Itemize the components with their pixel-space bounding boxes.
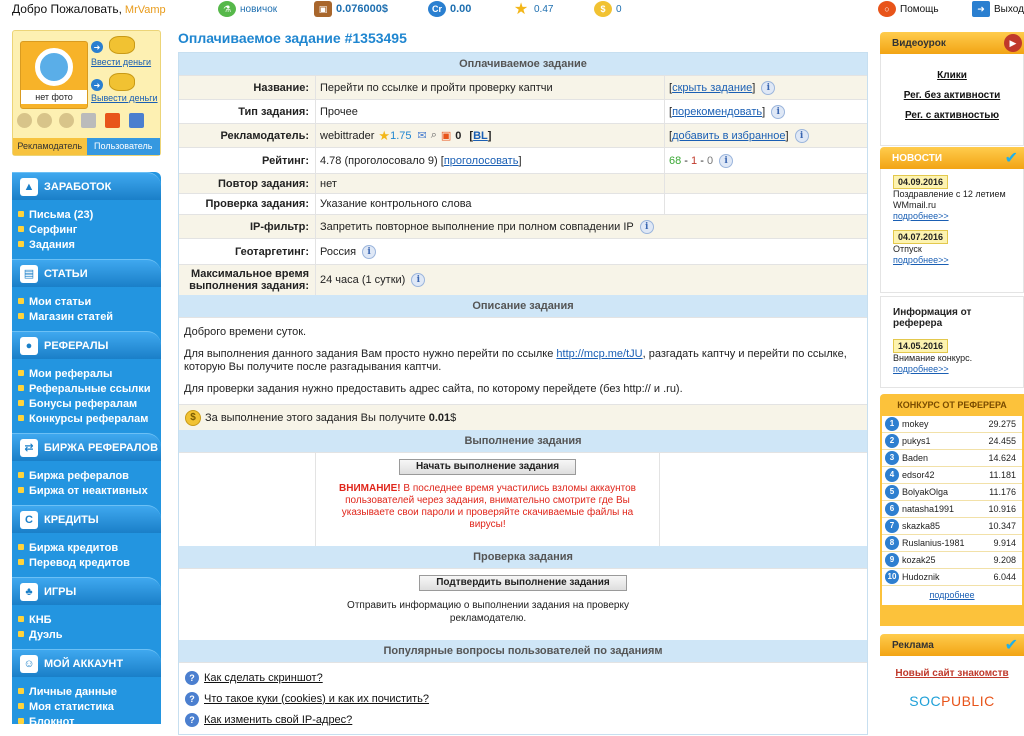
task-url-link[interactable]: http://mcp.me/tJU — [556, 348, 643, 360]
coins-stack-icon — [109, 73, 135, 91]
avatar[interactable] — [20, 41, 88, 109]
news-header: НОВОСТИ ✔ — [880, 147, 1024, 169]
blacklist-link[interactable]: BL — [473, 129, 488, 142]
menu-item-ref-contests[interactable]: Конкурсы рефералам — [18, 412, 161, 427]
favorite-link[interactable]: добавить в избранное — [672, 129, 786, 142]
bag-icon[interactable] — [37, 113, 52, 128]
star-icon: ★ — [378, 127, 391, 143]
menu-item-surfing[interactable]: Серфинг — [18, 223, 161, 238]
faq-item[interactable]: ? Как сделать скриншот? — [185, 667, 861, 688]
contest-row: 7 skazka85 10.347 — [882, 518, 1022, 535]
checkmark-icon: ✔ — [1004, 150, 1018, 167]
menu-item-my-referrals[interactable]: Мои рефералы — [18, 367, 161, 382]
info-icon[interactable]: i — [640, 220, 654, 234]
menu-item-my-articles[interactable]: Мои статьи — [18, 295, 161, 310]
menu-item-my-stats[interactable]: Моя статистика — [18, 700, 161, 715]
menu-head-credits[interactable]: C КРЕДИТЫ — [12, 505, 161, 533]
menu-section — [12, 331, 161, 433]
menu-item-article-shop[interactable]: Магазин статей — [18, 310, 161, 325]
info-icon[interactable]: i — [771, 105, 785, 119]
pen-icon[interactable] — [81, 113, 96, 128]
faq-header: Популярные вопросы пользователей по заданиям — [179, 640, 867, 662]
faq-item[interactable]: ? Как изменить свой IP-адрес? — [185, 709, 861, 730]
task-row-time: Максимальное время выполнения задания: 24 часа (1 сутки) i — [179, 264, 867, 295]
balance-item[interactable]: ▣ 0.076000$ — [314, 0, 388, 18]
sidebar-menu — [12, 172, 161, 728]
task-description: Доброго времени суток. Для выполнения данного задания Вам просто нужно перейти по ссылке http://mcp.me/tJU, разгадать каптчу и перейти по ссылке, которую Вы получите после разгадывания каптчи. Для проверки задания нужно предоставить адрес сайта, по которому перейдете (без http:// и .ru). — [179, 317, 867, 404]
checkmark-icon: ✔ — [1004, 637, 1018, 654]
menu-section — [12, 172, 161, 259]
exchange-icon: ⇄ — [20, 439, 38, 457]
news-item: 04.07.2016 Отпуск подробнее>> — [893, 232, 949, 265]
exit-icon: ➜ — [972, 1, 990, 17]
task-row-type: Тип задания: Прочее [ порекомендовать ] i — [179, 99, 867, 123]
info-icon[interactable]: i — [411, 273, 425, 287]
question-icon: ? — [185, 692, 199, 706]
role-tabs — [13, 138, 160, 155]
menu-item-inactive-exchange[interactable]: Биржа от неактивных — [18, 484, 161, 499]
search-icon[interactable]: ⌕ — [430, 129, 437, 141]
menu-item-ref-bonuses[interactable]: Бонусы рефералам — [18, 397, 161, 412]
arrow-right-icon: ➜ — [91, 41, 103, 53]
rating-item[interactable]: ★ 0.47 — [513, 1, 554, 18]
task-row-ip: IP-фильтр: Запретить повторное выполнение при полном совпадении IP i — [179, 214, 867, 238]
menu-item-credit-exchange[interactable]: Биржа кредитов — [18, 541, 161, 556]
video-link-reg-no-activity[interactable]: Рег. без активности — [903, 90, 1001, 101]
info-icon[interactable]: i — [795, 129, 809, 143]
menu-item-notebook[interactable]: Блокнот — [18, 715, 161, 730]
video-header: Видеоурок ▶ — [880, 32, 1024, 54]
start-task-button[interactable]: Начать выполнение задания — [399, 459, 576, 475]
security-warning: ВНИМАНИЕ! В последнее время участились взломы аккаунтов пользователей через задания, внимательно смотрите где Вы указываете свои пароли и проверяйте скачиваемые файлы на вирусы! — [339, 483, 636, 530]
menu-head-exchange[interactable]: ⇄ БИРЖА РЕФЕРАЛОВ — [12, 433, 161, 461]
news-item: 04.09.2016 Поздравление с 12 летием WMmail.ru подробнее>> — [893, 177, 1006, 221]
socpublic-logo[interactable]: SOCPUBLIC — [909, 693, 995, 709]
help-link[interactable]: ○ Помощь — [878, 0, 939, 18]
gift-icon[interactable] — [105, 113, 120, 128]
referrer-item: 14.05.2016 Внимание конкурс. подробнее>> — [893, 341, 973, 374]
advertiser-name[interactable]: webittrader — [320, 129, 375, 142]
verification-header: Проверка задания — [179, 546, 867, 568]
games-icon: ♣ — [20, 583, 38, 601]
account-icon: ☺ — [20, 655, 38, 673]
page-title: Оплачиваемое задание #1353495 — [178, 30, 407, 46]
task-row-rating: Рейтинг: 4.78 (проголосовало 9) [ проголосовать ] 68 - 1 - 0 i — [179, 147, 867, 173]
section-header: Оплачиваемое задание — [179, 53, 867, 75]
withdraw-link[interactable]: Вывести деньги — [91, 93, 158, 103]
profile-panel — [12, 30, 161, 156]
coins-item[interactable]: $ 0 — [594, 0, 622, 18]
description-header: Описание задания — [179, 295, 867, 317]
arrow-left-icon: ➜ — [91, 79, 103, 91]
ad-header: Реклама ✔ — [880, 634, 1024, 656]
recommend-link[interactable]: порекомендовать — [672, 105, 763, 118]
vote-link[interactable]: проголосовать — [443, 154, 519, 167]
task-row-repeat: Повтор задания: нет — [179, 173, 867, 193]
earn-icon: ▲ — [20, 178, 38, 196]
info-icon[interactable]: i — [719, 154, 733, 168]
flask-icon: ⚗ — [218, 1, 236, 17]
contest-row: 6 natasha1991 10.916 — [882, 501, 1022, 518]
referrer-contest-panel — [880, 394, 1024, 626]
referrer-title: Информация от реферера — [893, 307, 972, 329]
contest-row: 2 pukys1 24.455 — [882, 433, 1022, 450]
contest-row: 5 BolyakOlga 11.176 — [882, 484, 1022, 501]
contest-row: 4 edsor42 11.181 — [882, 467, 1022, 484]
username[interactable]: MrVamp — [124, 4, 166, 16]
contest-title: КОНКУРС ОТ РЕФЕРЕРА — [897, 400, 1007, 410]
menu-item-rps[interactable]: КНБ — [18, 613, 161, 628]
referrer-more-link[interactable]: подробнее>> — [893, 364, 949, 374]
coins-stack-icon — [109, 36, 135, 54]
contest-row: 10 Hudoznik 6.044 — [882, 569, 1022, 586]
contest-row: 9 kozak25 9.208 — [882, 552, 1022, 569]
question-icon: ? — [185, 713, 199, 727]
articles-icon: ▤ — [20, 265, 38, 283]
task-row-check: Проверка задания: Указание контрольного слова — [179, 193, 867, 214]
credits-icon: Cr — [428, 1, 446, 17]
no-photo-label: нет фото — [21, 90, 87, 104]
bag-icon[interactable] — [59, 113, 74, 128]
credits-item[interactable]: Cr 0.00 — [428, 0, 471, 18]
menu-item-duel[interactable]: Дуэль — [18, 628, 161, 643]
contest-row: 1 mokey 29.275 — [882, 416, 1022, 433]
menu-section — [12, 577, 161, 649]
news-more-link[interactable]: подробнее>> — [893, 255, 949, 265]
main-content — [178, 30, 868, 735]
task-row-name: Название: Перейти по ссылке и пройти проверку каптчи [ скрыть задание ] i — [179, 75, 867, 99]
bag-icon[interactable] — [17, 113, 32, 128]
hide-task-link[interactable]: скрыть задание — [672, 81, 753, 94]
chart-icon[interactable] — [129, 113, 144, 128]
deposit-link[interactable]: Ввести деньги — [91, 57, 152, 67]
contest-more-link[interactable]: подробнее — [929, 590, 975, 600]
star-icon: ★ — [513, 1, 529, 18]
contest-row: 3 Baden 14.624 — [882, 450, 1022, 467]
faq-list — [179, 662, 867, 734]
menu-section — [12, 259, 161, 331]
task-name: Перейти по ссылке и пройти проверку каптчи — [316, 76, 665, 99]
menu-item-ref-exchange[interactable]: Биржа рефералов — [18, 469, 161, 484]
credits-icon: C — [20, 511, 38, 529]
status-item[interactable]: ⚗ новичок — [218, 0, 277, 18]
referrals-icon: ● — [20, 337, 38, 355]
play-icon[interactable]: ▶ — [1004, 34, 1022, 52]
menu-head-games[interactable]: ♣ ИГРЫ — [12, 577, 161, 605]
welcome-text: Добро Пожаловать, MrVamp — [12, 2, 166, 16]
execution-header: Выполнение задания — [179, 430, 867, 452]
tab-user[interactable]: Пользователь — [87, 138, 161, 155]
ad-panel — [880, 634, 1024, 724]
menu-head-articles[interactable]: ▤ СТАТЬИ — [12, 259, 161, 287]
info-icon[interactable]: i — [362, 245, 376, 259]
video-link-clicks[interactable]: Клики — [937, 70, 967, 81]
menu-head-referrals[interactable]: ● РЕФЕРАЛЫ — [12, 331, 161, 359]
news-more-link[interactable]: подробнее>> — [893, 211, 949, 221]
task-box — [178, 52, 868, 735]
contest-list — [882, 416, 1022, 605]
menu-item-letters[interactable]: Письма (23) — [18, 208, 161, 223]
avatar-placeholder-icon — [35, 48, 73, 86]
execution-area — [179, 452, 867, 546]
info-icon[interactable]: i — [761, 81, 775, 95]
menu-section — [12, 505, 161, 577]
menu-item-personal-data[interactable]: Личные данные — [18, 685, 161, 700]
mail-icon[interactable]: ✉ — [417, 130, 427, 142]
confirm-task-button[interactable]: Подтвердить выполнение задания — [419, 575, 627, 591]
coins-icon: $ — [594, 1, 612, 17]
coin-icon: $ — [185, 410, 201, 426]
menu-item-ref-links[interactable]: Реферальные ссылки — [18, 382, 161, 397]
contest-row: 8 Ruslanius-1981 9.914 — [882, 535, 1022, 552]
menu-head-earn[interactable]: ▲ ЗАРАБОТОК — [12, 172, 161, 200]
menu-item-tasks[interactable]: Задания — [18, 238, 161, 253]
menu-item-credit-transfer[interactable]: Перевод кредитов — [18, 556, 161, 571]
menu-section — [12, 433, 161, 505]
tab-advertiser[interactable]: Рекламодатель — [13, 138, 87, 155]
task-row-geo: Геотаргетинг: Россия i — [179, 238, 867, 264]
lifebuoy-icon: ○ — [878, 1, 896, 17]
chest-icon: ▣ — [314, 1, 332, 17]
menu-head-account[interactable]: ☺ МОЙ АККАУНТ — [12, 649, 161, 677]
top-bar — [0, 0, 1024, 22]
ad-link[interactable]: Новый сайт знакомств — [895, 668, 1009, 679]
news-panel — [880, 147, 1024, 293]
gift-icon[interactable]: ▣ — [440, 130, 452, 142]
exit-link[interactable]: ➜ Выход — [972, 0, 1024, 18]
menu-section — [12, 649, 161, 736]
reward-amount: 0.01 — [428, 411, 451, 424]
question-icon: ? — [185, 671, 199, 685]
video-link-reg-activity[interactable]: Рег. с активностью — [905, 110, 999, 121]
video-panel — [880, 32, 1024, 146]
faq-item[interactable]: ? Что такое куки (cookies) и как их почистить? — [185, 688, 861, 709]
referrer-info-panel — [880, 296, 1024, 388]
verification-area: Подтвердить выполнение задания Отправить информацию о выполнении задания на проверку рекламодателю. — [179, 568, 867, 640]
reward-row: $ За выполнение этого задания Вы получите 0.01 $ — [179, 404, 867, 430]
task-row-advertiser: Рекламодатель: webittrader ★ 1.75 ✉ ⌕ ▣ 0 [BL] [ добавить в избранное ] i — [179, 123, 867, 147]
